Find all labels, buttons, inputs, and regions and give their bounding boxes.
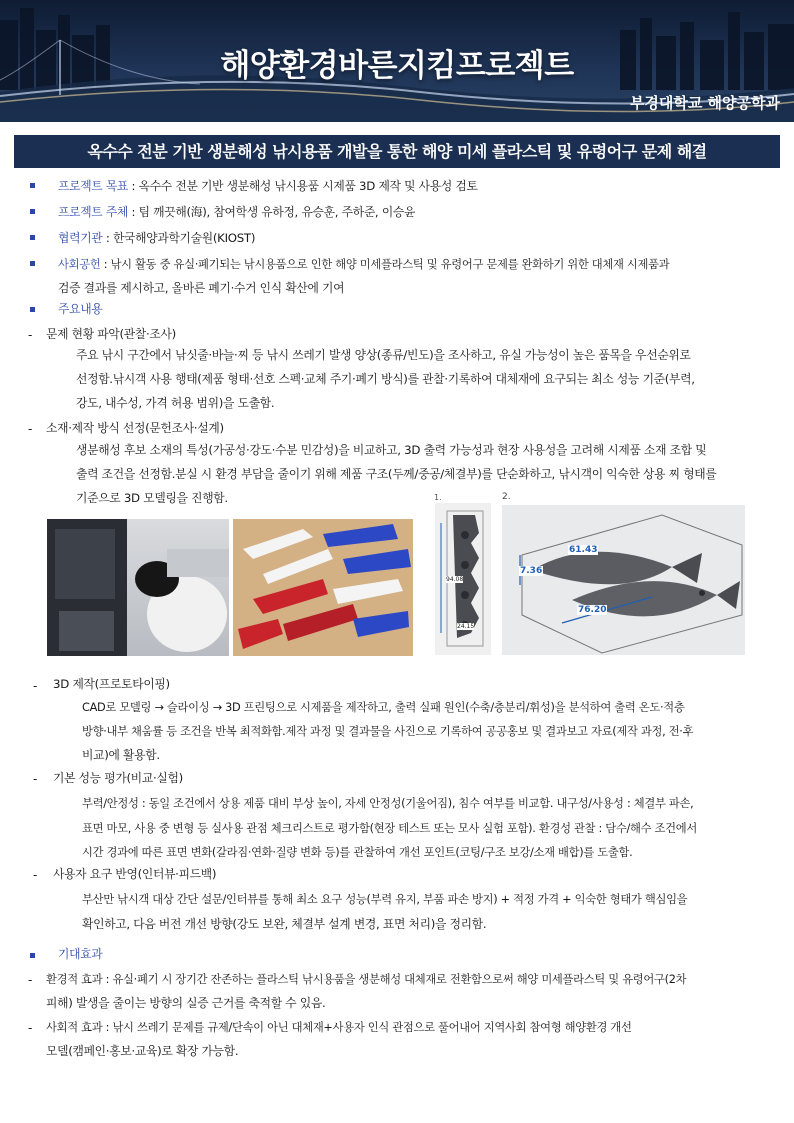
info-label: 프로젝트 주체 bbox=[58, 205, 129, 219]
section-title: 3D 제작(프로토타이핑) bbox=[53, 677, 170, 691]
section-line: 부력/안정성 : 동일 조건에서 상용 제품 대비 부상 높이, 자세 안정성(기울어짐), 침수 여부를 비교함. 내구성/사용성 : 체결부 파손, bbox=[82, 797, 694, 810]
dimension-label: 94.08 bbox=[446, 576, 464, 583]
section-line: 확인하고, 다음 버전 개선 방향(강도 보완, 체결부 설계 변경, 표면 처리)을 정리함. bbox=[82, 917, 487, 931]
bullet-icon bbox=[30, 209, 35, 214]
section-line: 시간 경과에 따른 표면 변화(갈라짐·연화·질량 변화 등)를 관찰하여 개선 포인트(코팅/구조 보강/소재 배합)를 도출함. bbox=[82, 846, 633, 859]
info-label: 협력기관 bbox=[58, 231, 103, 245]
dimension-label: 76.20 bbox=[578, 605, 607, 615]
bullet-icon bbox=[30, 183, 35, 188]
effect-line: 모델(캠페인·홍보·교육)로 확장 가능함. bbox=[46, 1044, 239, 1058]
main-heading: 주요내용 bbox=[58, 302, 103, 316]
dimension-label: 7.36 bbox=[520, 566, 543, 576]
info-contribution-cont: 검증 결과를 제시하고, 올바른 폐기·수거 인식 확산에 기여 bbox=[58, 281, 345, 295]
section-title: 소재·제작 방식 선정(문헌조사·설계) bbox=[46, 421, 224, 435]
dash-marker: - bbox=[28, 973, 33, 987]
dash-marker: - bbox=[28, 328, 33, 342]
info-value: : 한국해양과학기술원(KIOST) bbox=[102, 231, 256, 245]
bullet-icon bbox=[30, 307, 35, 312]
dimension-label: 61.43 bbox=[569, 545, 598, 555]
info-contribution bbox=[58, 252, 669, 277]
info-label: 프로젝트 목표 bbox=[58, 179, 129, 193]
dash-marker: - bbox=[28, 422, 33, 436]
effect-line: 피해) 발생을 줄이는 방향의 실증 근거를 축적할 수 있음. bbox=[46, 996, 326, 1010]
section-line: 방향·내부 채움률 등 조건을 반복 최적화함.제작 과정 및 결과물을 사진으로 기록하여 공공홍보 및 결과보고 자료(제작 과정, 전·후 bbox=[82, 725, 694, 738]
bullet-icon bbox=[30, 235, 35, 240]
effect-line: 환경적 효과 : 유실·폐기 시 장기간 잔존하는 플라스틱 낚시용품을 생분해성 대체재로 전환함으로써 해양 미세플라스틱 및 유령어구(2차 bbox=[46, 973, 687, 986]
figure-label: 1. bbox=[434, 493, 442, 502]
info-partner bbox=[58, 226, 255, 251]
section-title: 사용자 요구 반영(인터뷰·피드백) bbox=[53, 867, 217, 881]
dash-marker: - bbox=[28, 1021, 33, 1035]
photo-prototypes bbox=[233, 519, 413, 656]
banner-title: 해양환경바른지킴프로젝트 bbox=[220, 48, 574, 84]
bullet-icon bbox=[30, 953, 35, 958]
dash-marker: - bbox=[33, 679, 38, 693]
section-line: 비교)에 활용함. bbox=[82, 748, 160, 762]
section-line: CAD로 모델링 → 슬라이싱 → 3D 프린팅으로 시제품을 제작하고, 출력 실패 원인(수축/층분리/휘성)을 분석하여 출력 온도·적층 bbox=[82, 701, 685, 714]
figure-cad-float bbox=[435, 503, 491, 655]
info-label: 사회공헌 bbox=[58, 258, 101, 271]
info-team bbox=[58, 200, 415, 225]
project-title: 옥수수 전분 기반 생분해성 낚시용품 개발을 통한 해양 미세 플라스틱 및 유령어구 문제 해결 bbox=[14, 135, 780, 168]
section-line: 생분해성 후보 소재의 특성(가공성·강도·수분 민감성)을 비교하고, 3D 출력 가능성과 현장 사용성을 고려해 시제품 소재 조합 및 bbox=[76, 443, 707, 457]
section-line: 표면 마모, 사용 중 변형 등 실사용 관점 체크리스트로 평가함(현장 테스트 또는 모사 실험 포함). 환경성 관찰 : 담수/해수 조건에서 bbox=[82, 822, 697, 835]
header-banner bbox=[0, 0, 794, 122]
bullet-icon bbox=[30, 261, 35, 266]
section-title: 기본 성능 평가(비교·실험) bbox=[53, 771, 183, 785]
dash-marker: - bbox=[33, 868, 38, 882]
dash-marker: - bbox=[33, 772, 38, 786]
banner-organization: 부경대학교 해양공학과 bbox=[629, 94, 780, 112]
photo-3d-printing bbox=[47, 519, 229, 656]
section-line: 부산만 낚시객 대상 간단 설문/인터뷰를 통해 최소 요구 성능(부력 유지, 부품 파손 방지) + 적정 가격 + 익숙한 형태가 핵심임을 bbox=[82, 893, 688, 906]
figure-label: 2. bbox=[502, 492, 511, 502]
effect-line: 사회적 효과 : 낚시 쓰레기 문제를 규제/단속이 아닌 대체재+사용자 인식 관점으로 풀어내어 지역사회 참여형 해양환경 개선 bbox=[46, 1021, 632, 1034]
section-line: 기준으로 3D 모델링을 진행함. bbox=[76, 491, 228, 505]
section-line: 강도, 내수성, 가격 허용 범위)을 도출함. bbox=[76, 396, 275, 410]
effects-heading: 기대효과 bbox=[58, 947, 103, 961]
figure-cad-lure bbox=[502, 505, 745, 655]
dimension-label: 24.15 bbox=[457, 623, 475, 630]
section-line: 주요 낚시 구간에서 낚싯줄·바늘·찌 등 낚시 쓰레기 발생 양상(종류/빈도)을 조사하고, 유실 가능성이 높은 품목을 우선순위로 bbox=[76, 348, 691, 362]
section-title: 문제 현황 파악(관찰·조사) bbox=[46, 327, 176, 341]
section-line: 출력 조건을 선정함.분실 시 환경 부담을 줄이기 위해 제품 구조(두께/중공/체결부)를 단순화하고, 낚시객이 익숙한 상용 찌 형태를 bbox=[76, 467, 717, 481]
section-line: 선정함.낚시객 사용 행태(제품 형태·선호 스펙·교체 주기·폐기 방식)를 관찰·기록하여 대체재에 요구되는 최소 성능 기준(부력, bbox=[76, 372, 695, 386]
info-value: : 팀 깨끗해(海), 참여학생 유하정, 유승훈, 주하준, 이승윤 bbox=[128, 205, 416, 219]
info-goal bbox=[58, 174, 478, 199]
info-value: : 옥수수 전분 기반 생분해성 낚시용품 시제품 3D 제작 및 사용성 검토 bbox=[128, 179, 478, 193]
info-value: : 낚시 활동 중 유실·폐기되는 낚시용품으로 인한 해양 미세플라스틱 및 유령어구 문제를 완화하기 위한 대체재 시제품과 bbox=[100, 258, 670, 271]
